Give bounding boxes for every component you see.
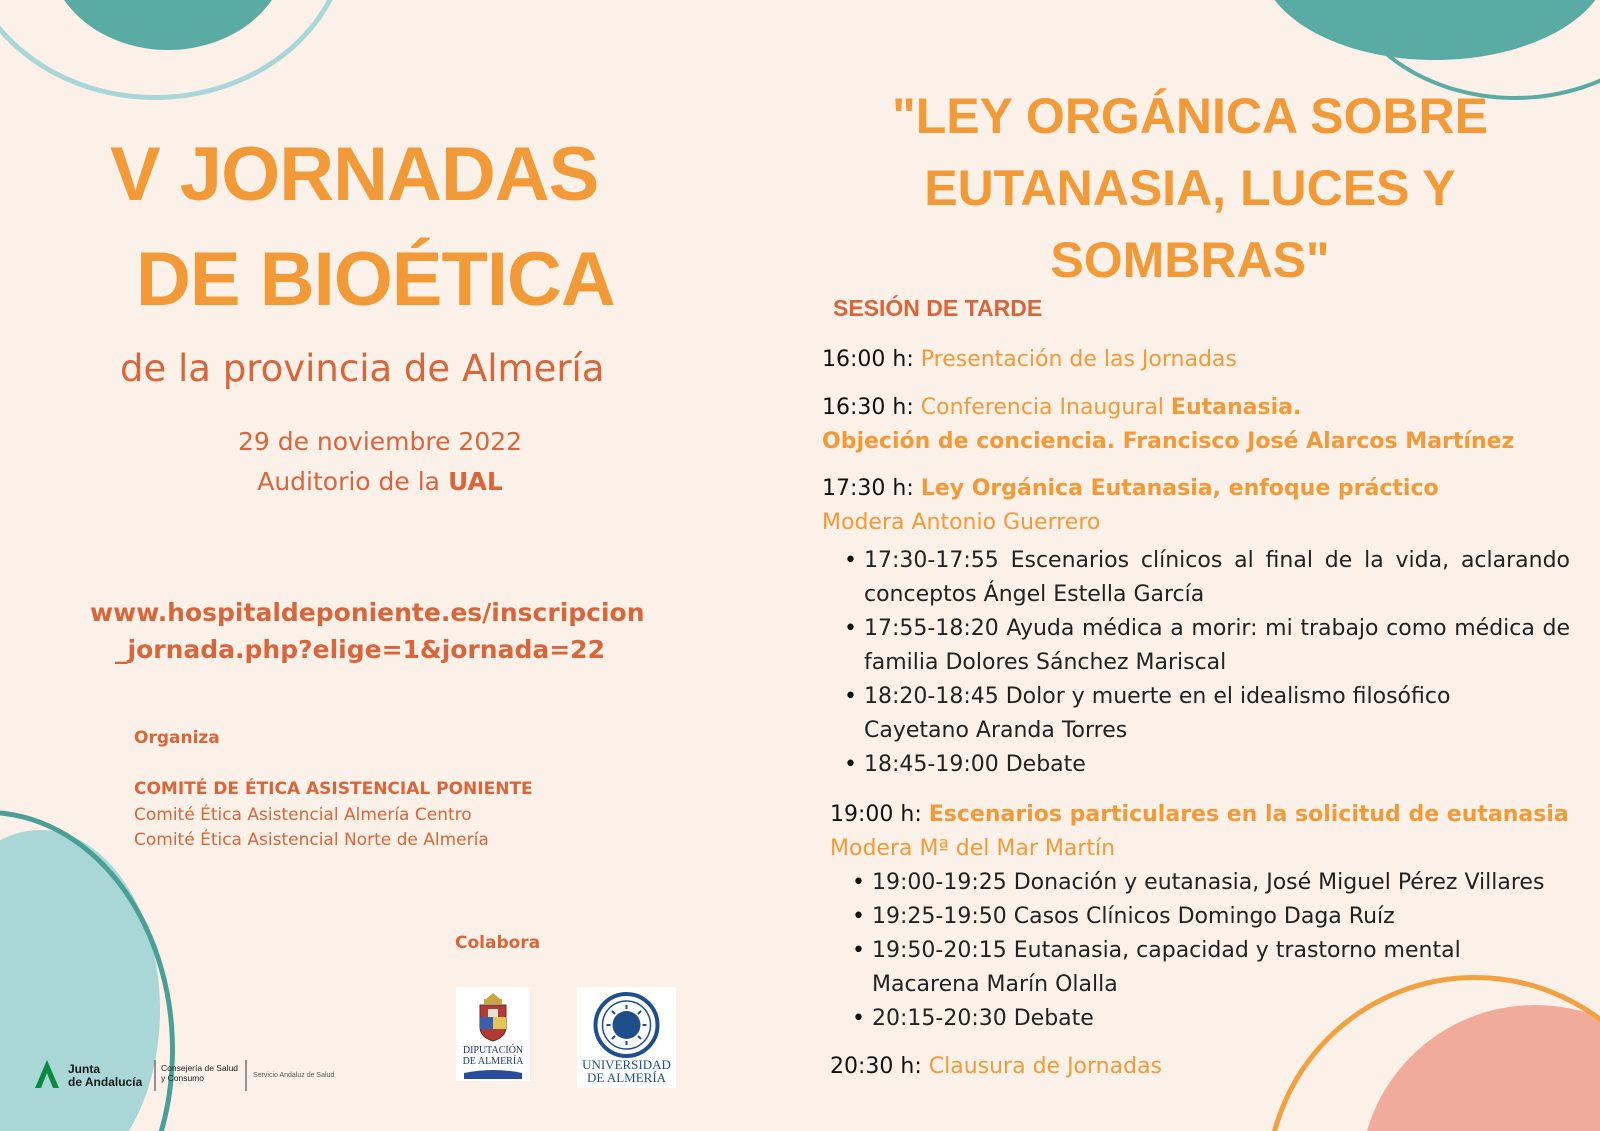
ual-logo [577, 987, 676, 1088]
svg-text:DE ALMERÍA: DE ALMERÍA [462, 1056, 524, 1067]
event-title-line2: DE BIOÉTICA [136, 237, 615, 322]
program-subitem: • 19:50-20:15 Eutanasia, capacidad y trastorno mental Macarena Marín Olalla [872, 934, 1578, 1002]
program-title-line1: "LEY ORGÁNICA SOBRE [892, 88, 1488, 144]
event-title-line1: V JORNADAS [110, 132, 599, 217]
date-venue-block [130, 422, 630, 502]
registration-link[interactable] [90, 594, 645, 668]
program-item-1630: 16:30 h: Conferencia Inaugural Eutanasia. Objeción de conciencia. Francisco José Alarcos Martínez [822, 395, 1515, 454]
junta-andalucia-logo [30, 1055, 350, 1095]
svg-text:Junta: Junta [68, 1062, 101, 1076]
program-subitem: • 17:30-17:55 Escenarios clínicos al final de la vida, aclarando conceptos Ángel Estella García [864, 544, 1570, 612]
program-item-1600: 16:00 h: Presentación de las Jornadas [822, 347, 1237, 372]
registration-link-line1[interactable]: www.hospitaldeponiente.es/inscripcion [90, 598, 645, 627]
event-date: 29 de noviembre 2022 [237, 427, 523, 456]
program-subitem: • 19:00-19:25 Donación y eutanasia, José Miguel Pérez Villares [872, 866, 1578, 900]
junta-a-icon [35, 1060, 59, 1088]
svg-text:Consejería de Salud: Consejería de Salud [161, 1063, 239, 1073]
svg-text:de Andalucía: de Andalucía [68, 1075, 143, 1089]
organizer-main: COMITÉ DE ÉTICA ASISTENCIAL PONIENTE [134, 779, 533, 799]
svg-text:DE ALMERÍA: DE ALMERÍA [586, 1070, 667, 1085]
svg-text:DIPUTACIÓN: DIPUTACIÓN [462, 1045, 524, 1056]
organizer-tertiary: Comité Ética Asistencial Norte de Almería [134, 830, 489, 850]
svg-text:Servicio Andaluz de Salud: Servicio Andaluz de Salud [253, 1072, 335, 1079]
program-item-1730: 17:30 h: Ley Orgánica Eutanasia, enfoque práctico Modera Antonio Guerrero [822, 476, 1439, 535]
colabora-label: Colabora [455, 933, 541, 953]
program-subitem: • 17:55-18:20 Ayuda médica a morir: mi trabajo como médica de familia Dolores Sánchez Mariscal [864, 612, 1570, 680]
svg-text:UNIVERSIDAD: UNIVERSIDAD [582, 1057, 671, 1072]
registration-link-line2[interactable]: _jornada.php?elige=1&jornada=22 [115, 635, 605, 664]
organiza-label: Organiza [134, 728, 220, 748]
svg-text:y Consumo: y Consumo [161, 1073, 204, 1083]
program-subitem: • 18:45-19:00 Debate [864, 748, 1570, 782]
program-title-line2: EUTANASIA, LUCES Y [924, 160, 1456, 216]
program-title-line3: SOMBRAS" [1050, 232, 1330, 288]
program-title [840, 80, 1540, 296]
event-title [110, 122, 640, 332]
coat-of-arms-icon [456, 987, 530, 1081]
university-seal-icon [577, 987, 676, 1088]
event-venue: Auditorio de la UAL [257, 467, 503, 496]
event-subtitle: de la provincia de Almería [120, 347, 605, 390]
program-subitem: • 18:20-18:45 Dolor y muerte en el idealismo filosófico Cayetano Aranda Torres [864, 680, 1570, 748]
diputacion-logo [456, 987, 530, 1081]
program-item-2030: 20:30 h: Clausura de Jornadas [830, 1054, 1163, 1079]
program-subitem: • 20:15-20:30 Debate [872, 1002, 1578, 1036]
organizer-secondary: Comité Ética Asistencial Almería Centro [134, 805, 472, 825]
program-item-1900: 19:00 h: Escenarios particulares en la solicitud de eutanasia Modera Mª del Mar Martín [830, 802, 1569, 861]
session-heading: SESIÓN DE TARDE [833, 295, 1043, 321]
program-subitem: • 19:25-19:50 Casos Clínicos Domingo Daga Ruíz [872, 900, 1578, 934]
